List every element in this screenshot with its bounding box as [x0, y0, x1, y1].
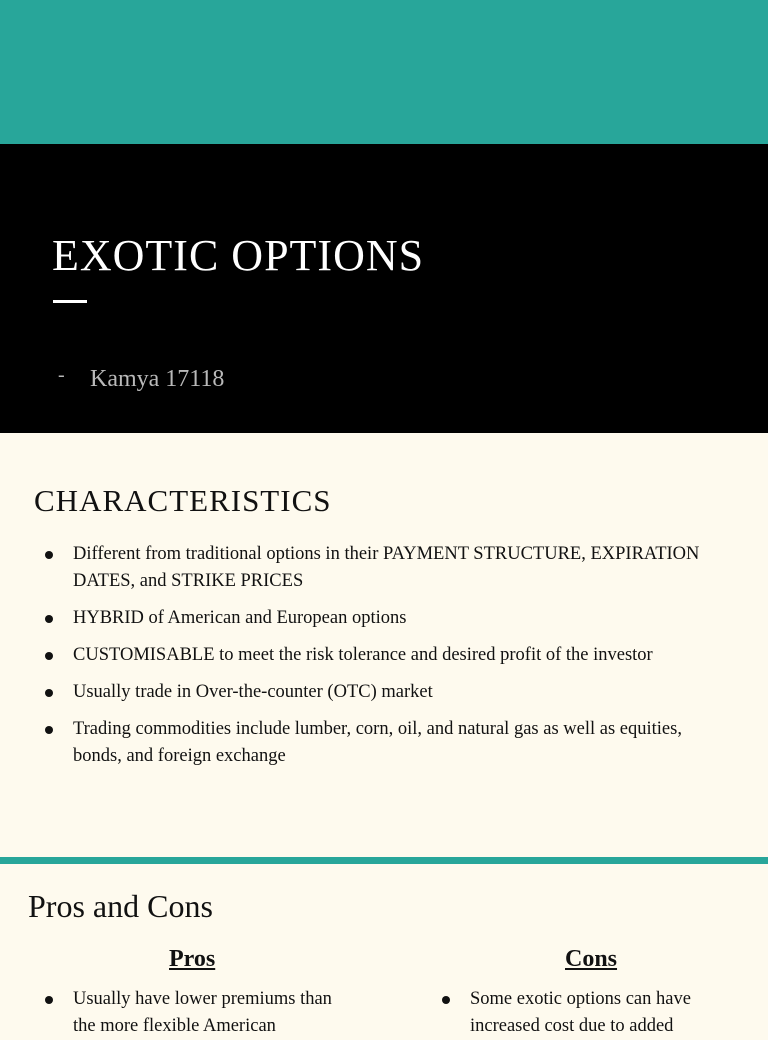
- presentation-title: EXOTIC OPTIONS: [52, 231, 425, 280]
- cons-heading: Cons: [565, 946, 618, 972]
- bullet-icon: [45, 726, 53, 734]
- pros-item-text: Usually have lower premiums than the more flexible American: [73, 989, 332, 1036]
- characteristics-heading: CHARACTERISTICS: [34, 483, 332, 518]
- title-underline: [53, 300, 87, 303]
- cons-item-text: Some exotic options can have increased cost due to added: [470, 989, 691, 1036]
- bullet-icon: [45, 551, 53, 559]
- list-item-text: CUSTOMISABLE to meet the risk tolerance and desired profit of the investor: [73, 645, 653, 665]
- list-item: [0, 605, 446, 632]
- list-item-text: Usually trade in Over-the-counter (OTC) market: [73, 682, 433, 702]
- bullet-icon: [45, 689, 53, 697]
- pros-heading: Pros: [169, 946, 216, 972]
- bullet-icon: [442, 996, 450, 1004]
- slide-divider: [0, 857, 768, 864]
- list-item-text: Different from traditional options in their PAYMENT STRUCTURE, EXPIRATION DATES, and STRIKE PRICES: [73, 544, 700, 591]
- title-slide: [0, 144, 768, 433]
- list-item-text: HYBRID of American and European options: [73, 608, 407, 628]
- list-item: [0, 679, 473, 706]
- list-item: [0, 541, 768, 595]
- top-accent-band: [0, 0, 768, 144]
- author-name: Kamya 17118: [90, 366, 225, 392]
- bullet-icon: [45, 996, 53, 1004]
- list-item: [0, 716, 768, 770]
- pros-cons-heading: Pros and Cons: [28, 888, 213, 924]
- pros-cons-slide: [0, 864, 768, 1036]
- list-item-text: Trading commodities include lumber, corn, oil, and natural gas as well as equities, bonds, and foreign exchange: [73, 719, 682, 766]
- bullet-icon: [45, 652, 53, 660]
- author-dash: -: [58, 364, 65, 386]
- list-item: [0, 642, 693, 669]
- bullet-icon: [45, 615, 53, 623]
- characteristics-slide: [0, 433, 768, 857]
